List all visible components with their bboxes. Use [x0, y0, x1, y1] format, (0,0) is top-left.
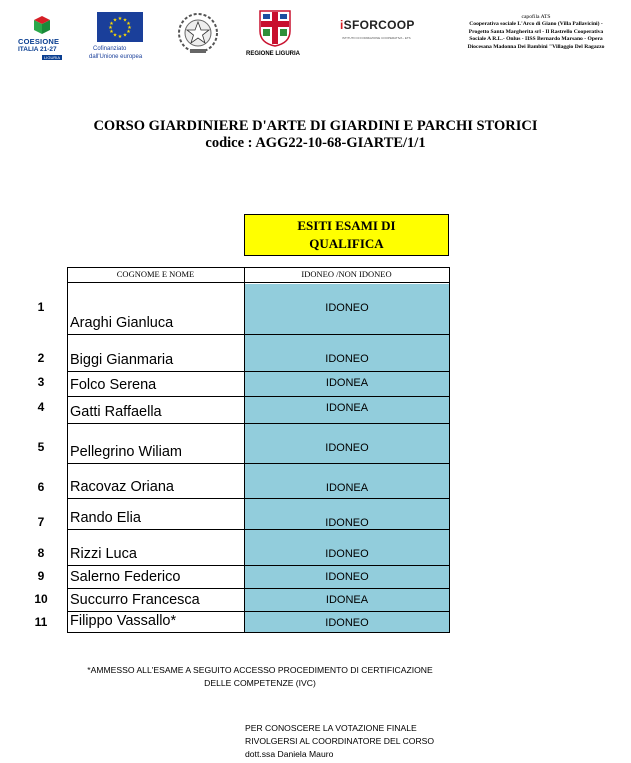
results-heading-box — [244, 214, 449, 256]
course-code: codice : AGG22-10-68-GIARTE/1/1 — [205, 135, 426, 151]
student-name: Racovaz Oriana — [70, 479, 174, 495]
row-number: 2 — [37, 351, 45, 365]
coesione-italia-logo — [18, 14, 68, 60]
status-value: IDONEO — [325, 517, 369, 529]
student-name: Biggi Gianmaria — [70, 352, 174, 368]
status-value: IDONEO — [325, 302, 369, 314]
row-number: 3 — [37, 375, 45, 389]
ats-line: Diocesana Madonna Dei Bambini "Villaggio Del Ragazzo — [467, 43, 605, 50]
contact-line1: PER CONOSCERE LA VOTAZIONE FINALE — [245, 723, 417, 733]
table-mid-border — [244, 267, 245, 633]
row-number: 7 — [37, 515, 45, 529]
isforcoop-tagline: ISTITUTO DI FORMAZIONE COOPERATIVA - ETS — [342, 36, 411, 40]
status-cell — [245, 464, 449, 498]
svg-text:★: ★ — [112, 32, 118, 39]
footnote-line1: *AMMESSO ALL'ESAME A SEGUITO ACCESSO PROCEDIMENTO DI CERTIFICAZIONE — [87, 665, 433, 675]
coordinator-contact — [245, 722, 505, 761]
contact-line2: RIVOLGERSI AL COORDINATORE DEL CORSO — [245, 736, 435, 746]
liguria-label: REGIONE LIGURIA — [246, 51, 301, 57]
row-number: 8 — [37, 546, 45, 560]
student-name: Gatti Raffaella — [70, 404, 162, 420]
italian-republic-emblem-icon — [175, 11, 221, 57]
isforcoop-prefix: i — [340, 18, 344, 32]
status-cell — [245, 499, 449, 529]
svg-text:★: ★ — [109, 21, 114, 27]
row-number: 9 — [37, 569, 45, 583]
svg-text:★: ★ — [126, 29, 131, 35]
eu-cofinanced-logo — [89, 12, 155, 64]
status-value: IDONEA — [325, 377, 369, 389]
ats-partners — [450, 14, 622, 51]
footnote-line2: DELLE COMPETENZE (IVC) — [204, 678, 316, 688]
status-cell — [245, 566, 449, 588]
student-name: Salerno Federico — [70, 569, 181, 585]
results-heading-line2: QUALIFICA — [309, 236, 384, 251]
row-number: 1 — [37, 300, 45, 314]
eu-flag-icon — [97, 12, 143, 42]
liguria-shield-icon — [258, 9, 292, 47]
isforcoop-wordmark — [340, 18, 415, 32]
status-value: IDONEO — [325, 353, 369, 365]
svg-text:★: ★ — [122, 32, 128, 39]
row-number: 6 — [37, 480, 45, 494]
status-cell — [245, 589, 449, 611]
isforcoop-logo — [340, 18, 418, 48]
column-header-status: IDONEO /NON IDONEO — [301, 269, 392, 279]
status-value: IDONEO — [325, 442, 369, 454]
status-value: IDONEO — [325, 617, 369, 629]
eu-line1: Cofinanziato — [93, 46, 127, 52]
ats-line: Progetto Santa Margherita srl - Il Rastrello Cooperativa — [468, 28, 604, 35]
contact-line3: dott.ssa Daniela Mauro — [245, 749, 334, 759]
svg-text:★: ★ — [117, 34, 123, 40]
results-heading-line1: ESITI ESAMI DI — [297, 218, 396, 233]
coesione-line2: ITALIA 21-27 — [18, 46, 57, 53]
student-name: Rizzi Luca — [70, 546, 137, 562]
status-cell — [245, 424, 449, 463]
status-cell — [245, 284, 449, 334]
ats-line: Cooperativa sociale L'Arco di Giano (Villa Pallavicini) - — [469, 21, 603, 28]
course-title: CORSO GIARDINIERE D'ARTE DI GIARDINI E PARCHI STORICI — [93, 118, 538, 134]
ats-line: Sociale A R.L.- Onlus - IISS Bernardo Marsano - Opera — [469, 36, 603, 43]
row-number: 4 — [37, 400, 45, 414]
status-value: IDONEA — [325, 402, 369, 414]
status-cell — [245, 372, 449, 396]
row-number: 5 — [37, 440, 45, 454]
table-left-border — [67, 267, 68, 633]
table-right-border — [449, 267, 450, 633]
status-value: IDONEA — [325, 482, 369, 494]
svg-text:★: ★ — [112, 17, 118, 24]
svg-text:★: ★ — [109, 29, 114, 35]
column-header-name: COGNOME E NOME — [116, 269, 195, 279]
svg-text:★: ★ — [117, 16, 123, 22]
status-value: IDONEO — [325, 571, 369, 583]
row-number: 10 — [34, 592, 48, 606]
coesione-cube-icon — [28, 14, 56, 36]
status-value: IDONEO — [325, 548, 369, 560]
status-cell — [245, 335, 449, 371]
student-name: Filippo Vassallo* — [70, 613, 177, 629]
coesione-line3: LIGURIA — [44, 55, 61, 60]
student-name: Araghi Gianluca — [70, 315, 174, 331]
eu-line2: dall'Unione europea — [89, 54, 143, 60]
status-cell — [245, 397, 449, 423]
ivc-footnote — [60, 664, 460, 690]
student-name: Rando Elia — [70, 510, 141, 526]
row-number: 11 — [34, 615, 48, 629]
student-name: Folco Serena — [70, 377, 157, 393]
student-name: Pellegrino Wiliam — [70, 444, 183, 460]
svg-text:★: ★ — [108, 25, 113, 31]
row-border — [67, 632, 449, 633]
isforcoop-name: SFORCOOP — [343, 18, 415, 32]
table-top-border — [67, 267, 449, 268]
svg-text:★: ★ — [127, 25, 132, 31]
coesione-line1: COESIONE — [18, 37, 60, 46]
svg-text:★: ★ — [122, 17, 128, 24]
status-value: IDONEA — [325, 594, 369, 606]
svg-text:★: ★ — [126, 21, 131, 27]
status-cell — [245, 530, 449, 565]
ats-line: capofila ATS — [521, 14, 551, 20]
student-name: Succurro Francesca — [70, 592, 200, 608]
regione-liguria-logo — [246, 9, 306, 63]
header-bottom-border — [67, 282, 449, 283]
status-cell — [245, 612, 449, 632]
